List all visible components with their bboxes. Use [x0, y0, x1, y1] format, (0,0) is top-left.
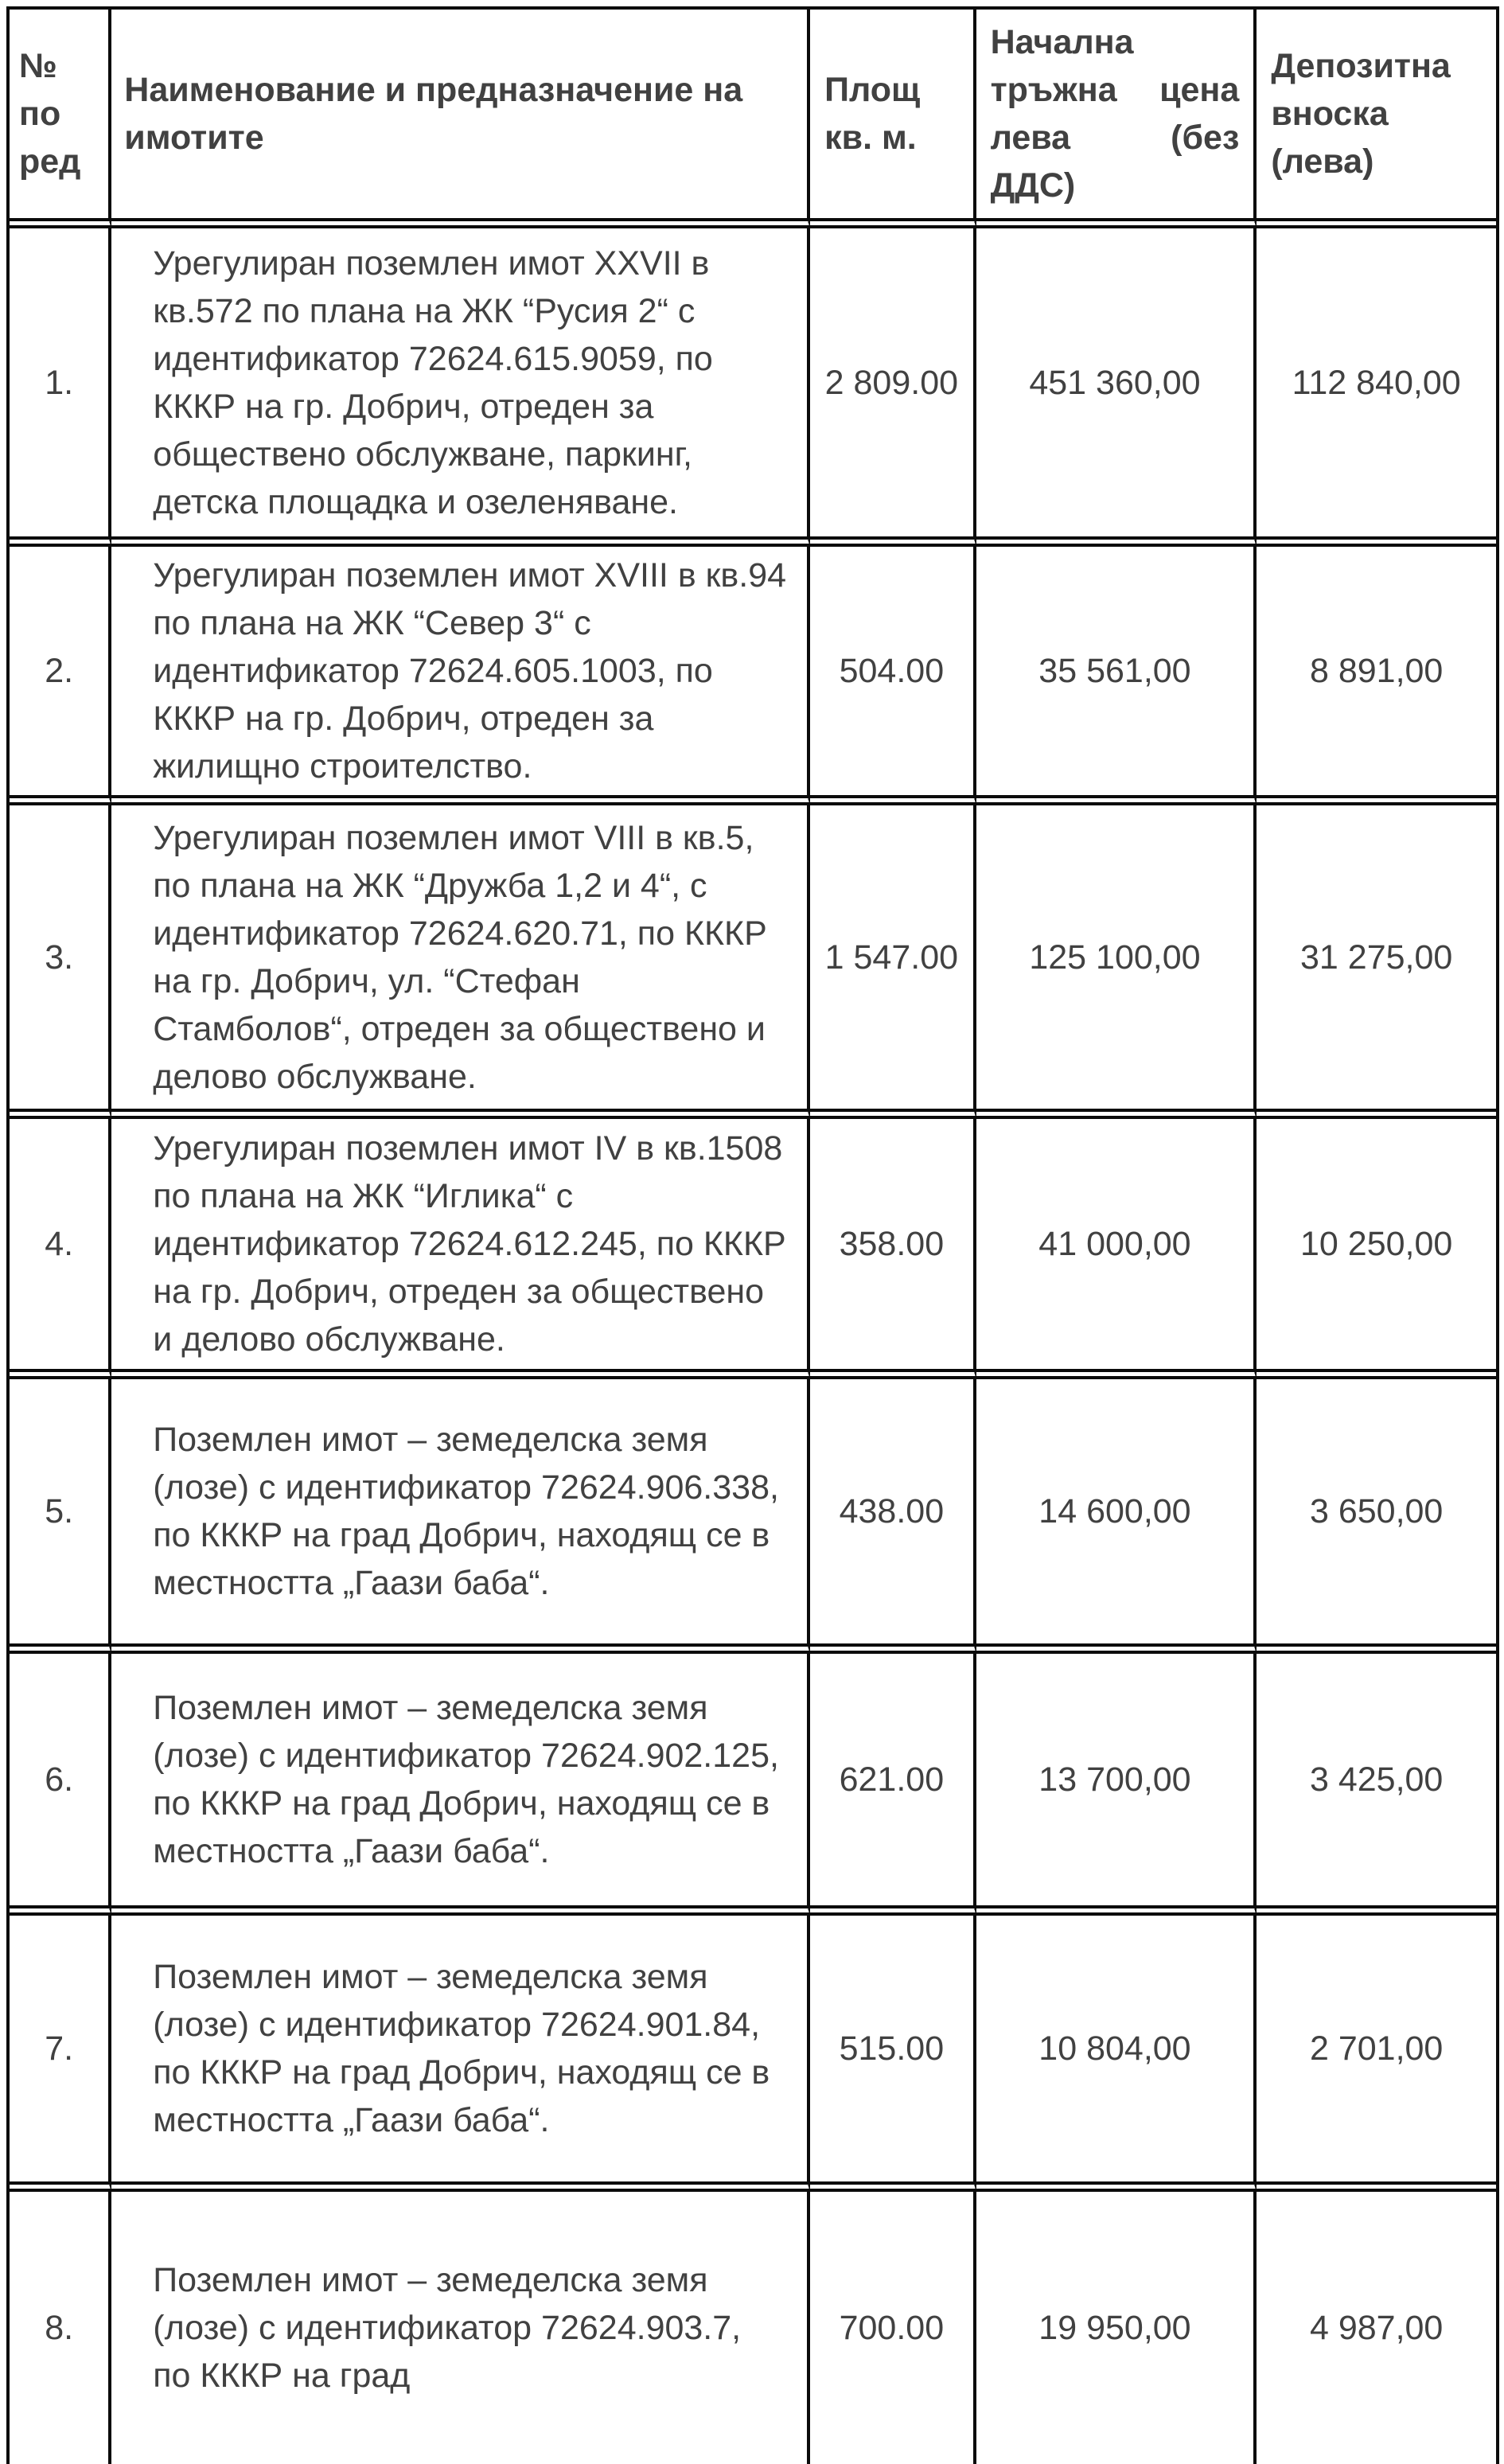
area-cell: 358.00: [810, 1119, 976, 1379]
row-number-cell: 1.: [10, 228, 111, 547]
area-cell: 1 547.00: [810, 805, 976, 1119]
table-row: [10, 1119, 1496, 1379]
property-description-cell: Поземлен имот – земеделска земя (лозе) с идентификатор 72624.902.125, по КККР на град Добрич, находящ се в местността „Гаази баба“.: [111, 1654, 810, 1916]
col-header-deposit: Депозитна вноска (лева): [1257, 10, 1496, 228]
price-cell: 14 600,00: [976, 1379, 1257, 1654]
deposit-cell: 8 891,00: [1257, 547, 1496, 805]
row-number-cell: 5.: [10, 1379, 111, 1654]
col-header-row-number: № по ред: [10, 10, 111, 228]
col-header-description: Наименование и предназначение на имотите: [111, 10, 810, 228]
area-cell: 438.00: [810, 1379, 976, 1654]
property-description-cell: Поземлен имот – земеделска земя (лозе) с идентификатор 72624.906.338, по КККР на град Добрич, находящ се в местността „Гаази баба“.: [111, 1379, 810, 1654]
price-cell: 35 561,00: [976, 547, 1257, 805]
price-cell: 125 100,00: [976, 805, 1257, 1119]
deposit-cell: 3 425,00: [1257, 1654, 1496, 1916]
deposit-cell: 112 840,00: [1257, 228, 1496, 547]
col-header-area: Площ кв. м.: [810, 10, 976, 228]
deposit-cell: 2 701,00: [1257, 1916, 1496, 2192]
area-cell: 700.00: [810, 2192, 976, 2464]
row-number-cell: 2.: [10, 547, 111, 805]
table-body: [10, 228, 1496, 2464]
deposit-cell: 31 275,00: [1257, 805, 1496, 1119]
table-row: [10, 805, 1496, 1119]
property-description-cell: Урегулиран поземлен имот XVIII в кв.94 по плана на ЖК “Север 3“ с идентификатор 72624.605.1003, по КККР на гр. Добрич, отреден за жилищно строителство.: [111, 547, 810, 805]
table-row: [10, 1654, 1496, 1916]
price-cell: 10 804,00: [976, 1916, 1257, 2192]
header-row: [10, 10, 1496, 228]
table-header: [10, 10, 1496, 228]
area-cell: 504.00: [810, 547, 976, 805]
deposit-cell: 3 650,00: [1257, 1379, 1496, 1654]
row-number-cell: 4.: [10, 1119, 111, 1379]
property-description-cell: Поземлен имот – земеделска земя (лозе) с идентификатор 72624.901.84, по КККР на град Добрич, находящ се в местността „Гаази баба“.: [111, 1916, 810, 2192]
table-row: [10, 1379, 1496, 1654]
property-description-cell: Урегулиран поземлен имот VIII в кв.5, по плана на ЖК “Дружба 1,2 и 4“, с идентификатор 72624.620.71, по КККР на гр. Добрич, ул. “Стефан Стамболов“, отреден за обществено и делово обслужване.: [111, 805, 810, 1119]
area-cell: 621.00: [810, 1654, 976, 1916]
table-row: [10, 2192, 1496, 2464]
row-number-cell: 8.: [10, 2192, 111, 2464]
property-description-cell: Урегулиран поземлен имот IV в кв.1508 по плана на ЖК “Иглика“ с идентификатор 72624.612.245, по КККР на гр. Добрич, отреден за обществено и делово обслужване.: [111, 1119, 810, 1379]
table-row: [10, 1916, 1496, 2192]
row-number-cell: 3.: [10, 805, 111, 1119]
property-description-cell: Поземлен имот – земеделска земя (лозе) с идентификатор 72624.903.7, по КККР на град: [111, 2192, 810, 2464]
price-cell: 41 000,00: [976, 1119, 1257, 1379]
table-row: [10, 228, 1496, 547]
row-number-cell: 6.: [10, 1654, 111, 1916]
property-description-cell: Урегулиран поземлен имот XXVII в кв.572 по плана на ЖК “Русия 2“ с идентификатор 72624.615.9059, по КККР на гр. Добрич, отреден за обществено обслужване, паркинг, детска площадка и озеленяване.: [111, 228, 810, 547]
col-header-price: Начална тръжна цена лева (без ДДС): [976, 10, 1257, 228]
price-cell: 19 950,00: [976, 2192, 1257, 2464]
area-cell: 2 809.00: [810, 228, 976, 547]
deposit-cell: 10 250,00: [1257, 1119, 1496, 1379]
price-cell: 13 700,00: [976, 1654, 1257, 1916]
deposit-cell: 4 987,00: [1257, 2192, 1496, 2464]
price-cell: 451 360,00: [976, 228, 1257, 547]
row-number-cell: 7.: [10, 1916, 111, 2192]
area-cell: 515.00: [810, 1916, 976, 2192]
properties-auction-table: [6, 6, 1499, 2464]
table-row: [10, 547, 1496, 805]
